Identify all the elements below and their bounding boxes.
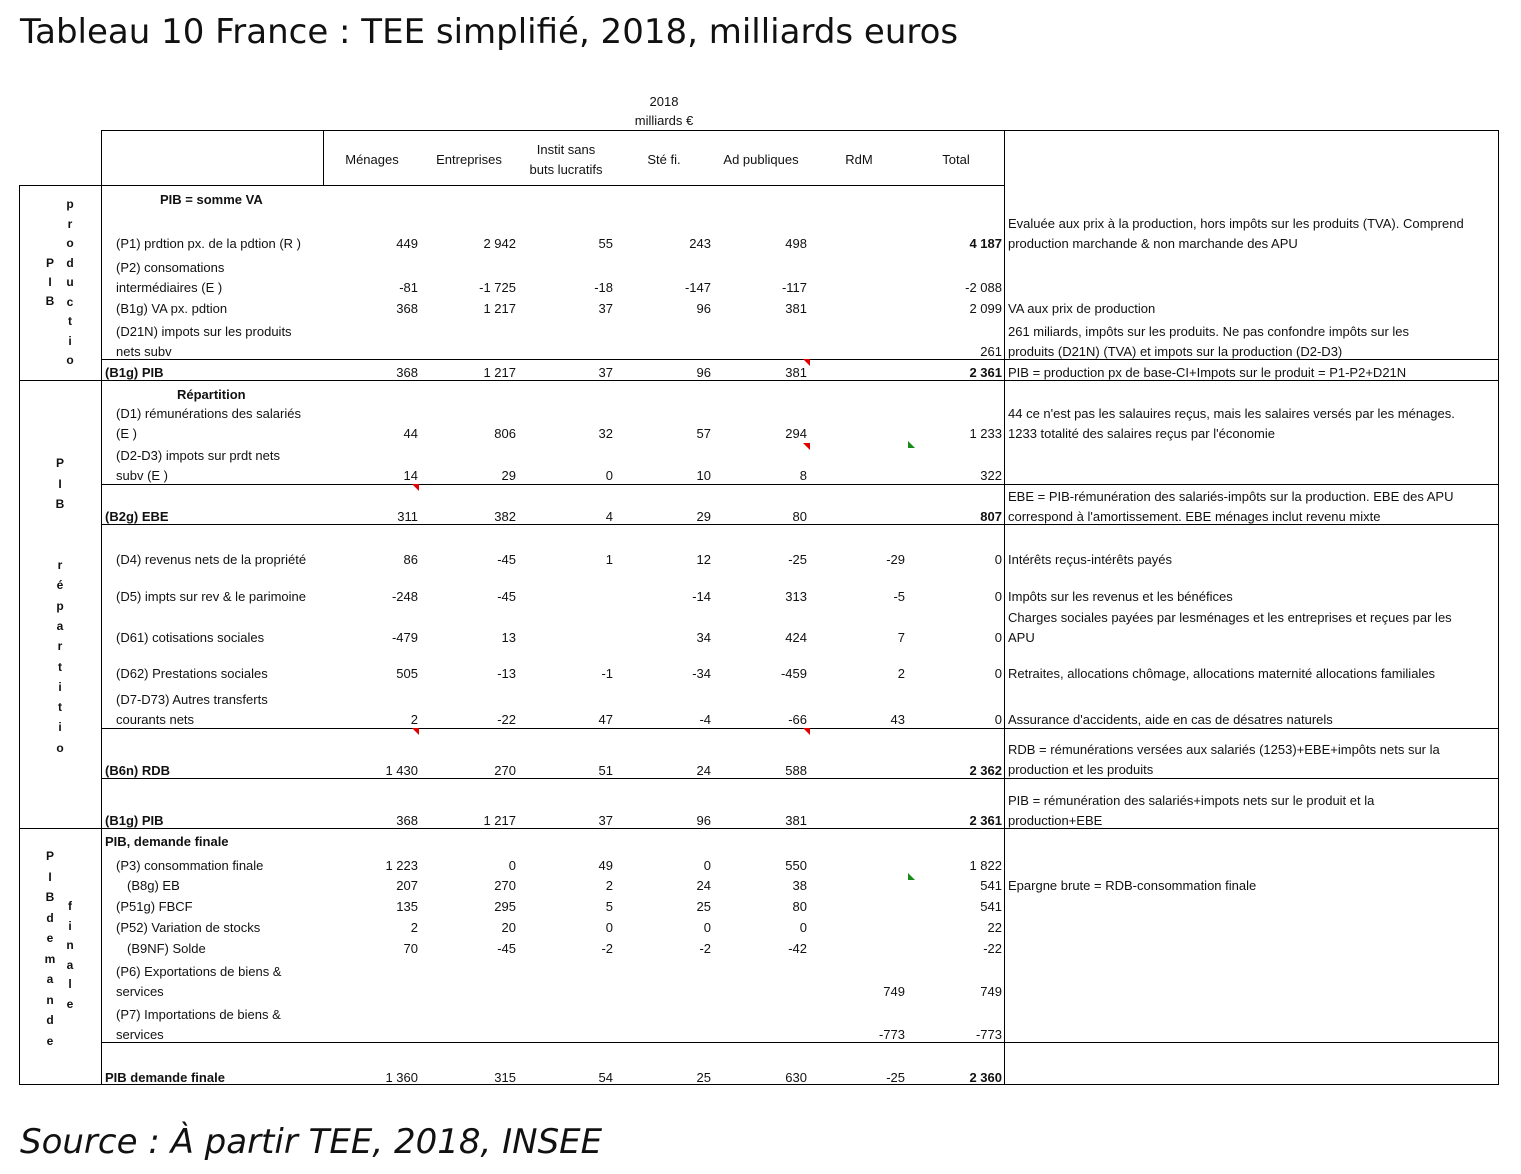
side-label-repartition: t bbox=[58, 700, 62, 715]
row-label-p52: (P52) Variation de stocks bbox=[116, 920, 261, 935]
cell-d4-2: 1 bbox=[605, 552, 613, 567]
cell-p51g-4: 80 bbox=[792, 899, 807, 914]
cell-p51g-6: 541 bbox=[980, 899, 1002, 914]
side-label-pib-demande: e bbox=[46, 1033, 54, 1048]
cell-b2g-4: 80 bbox=[792, 509, 807, 524]
side-label-production: d bbox=[66, 255, 74, 270]
cell-p51g-1: 295 bbox=[494, 899, 516, 914]
cell-pib_df-4: 630 bbox=[785, 1070, 807, 1085]
cell-b8g-1: 270 bbox=[494, 878, 516, 893]
side-label-pib: I bbox=[48, 275, 52, 289]
cell-p2-4: -117 bbox=[781, 280, 807, 295]
cell-b1g_va-1: 1 217 bbox=[483, 301, 516, 316]
row-label-p51g: (P51g) FBCF bbox=[116, 899, 193, 914]
note-d1: 44 ce n'est pas les salauires reçus, mais les salaires versés par les ménages. bbox=[1008, 406, 1455, 421]
cell-b1g_va-6: 2 099 bbox=[969, 301, 1002, 316]
side-label-pib-demande: B bbox=[45, 890, 55, 904]
cell-b6n-2: 51 bbox=[598, 763, 613, 778]
grid-line bbox=[101, 359, 1499, 360]
grid-line bbox=[101, 778, 1499, 779]
cell-b1g_pib_1-0: 368 bbox=[396, 365, 418, 380]
column-header-total: Total bbox=[942, 152, 970, 167]
cell-p52-2: 0 bbox=[605, 920, 613, 935]
cell-d61-3: 34 bbox=[696, 630, 711, 645]
cell-pib_df-3: 25 bbox=[696, 1070, 711, 1085]
grid-line bbox=[19, 1084, 1499, 1085]
page-title: Tableau 10 France : TEE simplifié, 2018, milliards euros bbox=[20, 12, 959, 52]
cell-d61-5: 7 bbox=[897, 630, 905, 645]
cell-p51g-3: 25 bbox=[696, 899, 711, 914]
cell-d62-2: -1 bbox=[601, 666, 613, 681]
cell-p2-3: -147 bbox=[684, 280, 711, 295]
cell-b2g-3: 29 bbox=[696, 509, 711, 524]
column-header-isbl-line2: buts lucratifs bbox=[529, 162, 603, 177]
section-header-demande: PIB, demande finale bbox=[105, 834, 229, 849]
cell-pib_df-0: 1 360 bbox=[385, 1070, 418, 1085]
note-b1g_pib_2: PIB = rémunération des salariés+impots nets sur le produit et la bbox=[1008, 793, 1375, 808]
side-label-repartition: é bbox=[56, 578, 64, 593]
header-year: 2018 bbox=[649, 94, 679, 109]
cell-b1g_pib_2-6: 2 361 bbox=[969, 813, 1002, 828]
row-label-p6: services bbox=[116, 984, 164, 999]
source-note: Source : À partir TEE, 2018, INSEE bbox=[20, 1122, 603, 1162]
cell-d5-0: -248 bbox=[391, 589, 418, 604]
cell-b9nf-4: -42 bbox=[788, 941, 807, 956]
cell-d2d3-1: 29 bbox=[501, 468, 516, 483]
cell-d7-5: 43 bbox=[890, 712, 905, 727]
side-label-pib-demande: d bbox=[46, 1013, 54, 1027]
cell-d7-4: -66 bbox=[788, 712, 807, 727]
cell-b2g-0: 311 bbox=[397, 509, 418, 524]
row-label-p1: (P1) prdtion px. de la pdtion (R ) bbox=[116, 236, 301, 251]
cell-b1g_pib_2-1: 1 217 bbox=[483, 813, 516, 828]
cell-b1g_pib_1-1: 1 217 bbox=[483, 365, 516, 380]
side-label-repartition: i bbox=[58, 720, 62, 735]
grid-line bbox=[101, 1042, 1499, 1043]
note-b2g: EBE = PIB-rémunération des salariés-impôts sur la production. EBE des APU bbox=[1008, 489, 1454, 504]
cell-d2d3-2: 0 bbox=[605, 468, 613, 483]
row-label-b1g_va: (B1g) VA px. pdtion bbox=[116, 301, 228, 316]
side-label-pib: I bbox=[58, 476, 62, 491]
side-label-repartition: r bbox=[57, 558, 63, 572]
grid-line bbox=[19, 828, 1499, 829]
cell-b8g-0: 207 bbox=[396, 878, 418, 893]
cell-p3-6: 1 822 bbox=[969, 858, 1002, 873]
row-label-p2: intermédiaires (E ) bbox=[116, 280, 223, 295]
row-label-d7: (D7-D73) Autres transferts bbox=[116, 692, 268, 707]
side-label-pib-demande: e bbox=[46, 931, 54, 945]
cell-p3-0: 1 223 bbox=[385, 858, 418, 873]
row-label-d2d3: (D2-D3) impots sur prdt nets bbox=[116, 448, 280, 463]
cell-b9nf-6: -22 bbox=[983, 941, 1002, 956]
cell-p1-3: 243 bbox=[689, 236, 711, 251]
side-label-pib: P bbox=[45, 256, 54, 270]
cell-d7-2: 47 bbox=[598, 712, 613, 727]
cell-p3-3: 0 bbox=[703, 858, 711, 873]
note-b8g: Epargne brute = RDB-consommation finale bbox=[1008, 878, 1257, 893]
cell-b9nf-1: -45 bbox=[497, 941, 516, 956]
note-d1: 1233 totalité des salaires reçus par l'économie bbox=[1008, 426, 1275, 441]
grid-line bbox=[19, 185, 1005, 186]
grid-line bbox=[101, 484, 1499, 485]
cell-d5-3: -14 bbox=[692, 589, 711, 604]
note-d5: Impôts sur les revenus et les bénéfices bbox=[1008, 589, 1233, 604]
note-p1: production marchande & non marchande des APU bbox=[1008, 236, 1298, 251]
side-label-pib-demande: m bbox=[44, 951, 56, 966]
cell-p2-1: -1 725 bbox=[479, 280, 516, 295]
note-d4: Intérêts reçus-intérêts payés bbox=[1008, 552, 1173, 567]
section-header-production: PIB = somme VA bbox=[160, 192, 263, 207]
cell-b2g-6: 807 bbox=[980, 509, 1002, 524]
side-label-pib: P bbox=[55, 456, 64, 470]
cell-d61-1: 13 bbox=[501, 630, 516, 645]
grid-line bbox=[323, 130, 324, 185]
note-d21n: produits (D21N) (TVA) et impots sur la production (D2-D3) bbox=[1008, 344, 1343, 359]
cell-b1g_va-0: 368 bbox=[396, 301, 418, 316]
cell-d5-5: -5 bbox=[893, 589, 905, 604]
cell-b1g_pib_2-3: 96 bbox=[696, 813, 711, 828]
grid-line bbox=[101, 728, 1499, 729]
side-label-production: t bbox=[68, 314, 72, 328]
grid-line bbox=[101, 130, 102, 1085]
row-label-b9nf: (B9NF) Solde bbox=[127, 941, 206, 956]
side-label-repartition: i bbox=[58, 679, 62, 694]
row-label-d4: (D4) revenus nets de la propriété bbox=[116, 552, 307, 567]
comment-marker-icon bbox=[803, 728, 810, 735]
cell-b6n-0: 1 430 bbox=[385, 763, 418, 778]
cell-d1-2: 32 bbox=[598, 426, 613, 441]
row-label-d7: courants nets bbox=[116, 712, 195, 727]
cell-p7-6: -773 bbox=[975, 1027, 1002, 1042]
cell-b6n-6: 2 362 bbox=[969, 763, 1002, 778]
row-label-b1g_pib_2: (B1g) PIB bbox=[105, 813, 164, 828]
comment-marker-icon bbox=[412, 728, 419, 735]
cell-p52-0: 2 bbox=[410, 920, 418, 935]
row-label-p7: services bbox=[116, 1027, 164, 1042]
column-header-menages: Ménages bbox=[345, 152, 399, 167]
row-label-p7: (P7) Importations de biens & bbox=[116, 1007, 281, 1022]
side-label-repartition: o bbox=[56, 740, 64, 755]
cell-p1-2: 55 bbox=[598, 236, 613, 251]
error-marker-icon bbox=[908, 441, 915, 448]
column-header-rdm: RdM bbox=[845, 152, 873, 167]
side-label-pib-demande: d bbox=[46, 910, 54, 925]
section-header-repartition: Répartition bbox=[177, 387, 246, 402]
row-label-d61: (D61) cotisations sociales bbox=[116, 630, 265, 645]
cell-d5-6: 0 bbox=[994, 589, 1002, 604]
comment-marker-icon bbox=[412, 484, 419, 491]
side-label-finale: a bbox=[66, 957, 74, 972]
cell-d4-4: -25 bbox=[788, 552, 807, 567]
cell-p3-2: 49 bbox=[598, 858, 613, 873]
cell-b1g_va-2: 37 bbox=[598, 301, 613, 316]
side-label-production: o bbox=[66, 353, 74, 367]
note-b1g_va: VA aux prix de production bbox=[1008, 301, 1156, 316]
note-d61: Charges sociales payées par lesménages et les entreprises et reçues par les bbox=[1008, 610, 1452, 625]
side-label-repartition: p bbox=[56, 598, 64, 613]
cell-p1-6: 4 187 bbox=[969, 236, 1002, 251]
cell-p3-4: 550 bbox=[785, 858, 807, 873]
row-label-b1g_pib_1: (B1g) PIB bbox=[105, 365, 164, 380]
cell-d4-0: 86 bbox=[403, 552, 418, 567]
cell-p51g-0: 135 bbox=[396, 899, 418, 914]
side-label-pib-demande: a bbox=[46, 972, 54, 986]
cell-p2-0: -81 bbox=[399, 280, 418, 295]
cell-b1g_pib_2-0: 368 bbox=[396, 813, 418, 828]
cell-d2d3-3: 10 bbox=[696, 468, 711, 483]
side-label-finale: n bbox=[66, 938, 74, 952]
note-b1g_pib_2: production+EBE bbox=[1008, 813, 1103, 828]
header-unit: milliards € bbox=[634, 113, 694, 128]
row-label-d1: (E ) bbox=[116, 426, 137, 441]
cell-b6n-3: 24 bbox=[696, 763, 711, 778]
cell-d5-4: 313 bbox=[785, 589, 807, 604]
cell-d61-4: 424 bbox=[785, 630, 807, 645]
cell-b1g_pib_1-4: 381 bbox=[785, 365, 807, 380]
cell-b2g-1: 382 bbox=[494, 509, 516, 524]
row-label-p3: (P3) consommation finale bbox=[116, 858, 264, 873]
side-label-pib: B bbox=[55, 497, 65, 511]
grid-line bbox=[1498, 130, 1499, 1085]
note-b1g_pib_1: PIB = production px de base-CI+Impots sur le produit = P1-P2+D21N bbox=[1008, 365, 1407, 380]
cell-d4-5: -29 bbox=[886, 552, 905, 567]
cell-d62-3: -34 bbox=[692, 666, 711, 681]
cell-p3-1: 0 bbox=[508, 858, 516, 873]
cell-p1-4: 498 bbox=[785, 236, 807, 251]
side-label-production: r bbox=[67, 216, 73, 231]
side-label-repartition: a bbox=[56, 618, 64, 633]
row-label-d21n: (D21N) impots sur les produits bbox=[116, 324, 292, 339]
note-d62: Retraites, allocations chômage, allocations maternité allocations familiales bbox=[1008, 666, 1436, 681]
comment-marker-icon bbox=[803, 359, 810, 366]
cell-d1-4: 294 bbox=[785, 426, 807, 441]
cell-b6n-4: 588 bbox=[785, 763, 807, 778]
cell-p6-6: 749 bbox=[980, 984, 1002, 999]
cell-d61-6: 0 bbox=[994, 630, 1002, 645]
cell-d7-3: -4 bbox=[699, 712, 711, 727]
cell-d62-5: 2 bbox=[897, 666, 905, 681]
cell-d4-6: 0 bbox=[994, 552, 1002, 567]
cell-d5-1: -45 bbox=[497, 589, 516, 604]
cell-pib_df-5: -25 bbox=[886, 1070, 905, 1085]
side-label-finale: i bbox=[68, 918, 72, 933]
side-label-pib-demande: I bbox=[48, 869, 52, 884]
cell-p51g-2: 5 bbox=[605, 899, 613, 914]
cell-pib_df-2: 54 bbox=[598, 1070, 613, 1085]
side-label-finale: f bbox=[68, 899, 72, 913]
side-label-repartition: t bbox=[58, 659, 62, 674]
side-label-repartition: r bbox=[57, 639, 63, 654]
row-label-b8g: (B8g) EB bbox=[127, 878, 180, 893]
cell-b1g_va-3: 96 bbox=[696, 301, 711, 316]
cell-b9nf-2: -2 bbox=[601, 941, 613, 956]
cell-d1-0: 44 bbox=[403, 426, 418, 441]
column-header-isbl-line1: Instit sans bbox=[536, 142, 596, 157]
note-d21n: 261 miliards, impôts sur les produits. Ne pas confondre impôts sur les bbox=[1008, 324, 1410, 339]
cell-d4-1: -45 bbox=[497, 552, 516, 567]
note-b6n: production et les produits bbox=[1008, 762, 1154, 777]
cell-p52-1: 20 bbox=[501, 920, 516, 935]
column-header-apu: Ad publiques bbox=[723, 152, 799, 167]
cell-b6n-1: 270 bbox=[494, 763, 516, 778]
note-d61: APU bbox=[1008, 630, 1035, 645]
row-label-pib_df: PIB demande finale bbox=[105, 1070, 225, 1085]
cell-b9nf-3: -2 bbox=[699, 941, 711, 956]
cell-d21n-6: 261 bbox=[980, 344, 1002, 359]
cell-p2-2: -18 bbox=[594, 280, 613, 295]
cell-p2-6: -2 088 bbox=[965, 280, 1002, 295]
grid-line bbox=[19, 380, 1499, 381]
grid-line bbox=[19, 185, 20, 1085]
cell-d1-6: 1 233 bbox=[969, 426, 1002, 441]
side-label-production: u bbox=[66, 275, 74, 289]
cell-pib_df-6: 2 360 bbox=[969, 1070, 1002, 1085]
side-label-production: i bbox=[68, 333, 72, 348]
cell-b9nf-0: 70 bbox=[403, 941, 418, 956]
cell-b1g_va-4: 381 bbox=[785, 301, 807, 316]
cell-b8g-2: 2 bbox=[605, 878, 613, 893]
side-label-production: o bbox=[66, 236, 74, 250]
cell-p52-4: 0 bbox=[799, 920, 807, 935]
error-marker-icon bbox=[908, 873, 915, 880]
cell-p52-3: 0 bbox=[703, 920, 711, 935]
cell-b8g-6: 541 bbox=[980, 878, 1002, 893]
cell-p52-6: 22 bbox=[987, 920, 1002, 935]
cell-pib_df-1: 315 bbox=[494, 1070, 516, 1085]
cell-d62-4: -459 bbox=[780, 666, 807, 681]
cell-p1-1: 2 942 bbox=[483, 236, 516, 251]
note-b2g: correspond à l'amortissement. EBE ménages inclut revenu mixte bbox=[1008, 509, 1381, 524]
row-label-d62: (D62) Prestations sociales bbox=[116, 666, 268, 681]
row-label-p2: (P2) consomations bbox=[116, 260, 225, 275]
cell-d7-6: 0 bbox=[994, 712, 1002, 727]
note-b6n: RDB = rémunérations versées aux salariés (1253)+EBE+impôts nets sur la bbox=[1008, 742, 1440, 757]
side-label-pib-demande: P bbox=[45, 849, 54, 863]
side-label-finale: l bbox=[68, 977, 72, 991]
grid-line bbox=[101, 524, 1499, 525]
cell-d1-1: 806 bbox=[494, 426, 516, 441]
side-label-pib-demande: n bbox=[46, 992, 54, 1007]
side-label-production: p bbox=[66, 197, 74, 211]
row-label-d1: (D1) rémunérations des salariés bbox=[116, 406, 301, 421]
cell-d62-6: 0 bbox=[994, 666, 1002, 681]
grid-line bbox=[101, 130, 1499, 131]
row-label-d2d3: subv (E ) bbox=[116, 468, 169, 483]
cell-d2d3-4: 8 bbox=[799, 468, 807, 483]
cell-d2d3-0: 14 bbox=[403, 468, 418, 483]
cell-d61-0: -479 bbox=[391, 630, 418, 645]
side-label-finale: e bbox=[66, 996, 74, 1011]
column-header-entreprises: Entreprises bbox=[436, 152, 502, 167]
cell-b1g_pib_1-3: 96 bbox=[696, 365, 711, 380]
cell-d4-3: 12 bbox=[696, 552, 711, 567]
cell-p1-0: 449 bbox=[396, 236, 418, 251]
cell-d62-0: 505 bbox=[396, 666, 418, 681]
comment-marker-icon bbox=[803, 443, 810, 450]
note-d7: Assurance d'accidents, aide en cas de désatres naturels bbox=[1008, 712, 1333, 727]
cell-d2d3-6: 322 bbox=[980, 468, 1002, 483]
cell-b1g_pib_1-6: 2 361 bbox=[969, 365, 1002, 380]
cell-d7-0: 2 bbox=[410, 712, 418, 727]
row-label-b6n: (B6n) RDB bbox=[105, 763, 170, 778]
column-header-ste_fi: Sté fi. bbox=[647, 152, 681, 167]
cell-d7-1: -22 bbox=[497, 712, 516, 727]
row-label-b2g: (B2g) EBE bbox=[105, 509, 169, 524]
cell-d62-1: -13 bbox=[497, 666, 516, 681]
cell-b1g_pib_1-2: 37 bbox=[598, 365, 613, 380]
cell-p6-5: 749 bbox=[883, 984, 905, 999]
row-label-d21n: nets subv bbox=[116, 344, 172, 359]
side-label-pib: B bbox=[45, 294, 55, 308]
cell-d1-3: 57 bbox=[696, 426, 711, 441]
side-label-production: c bbox=[66, 294, 74, 309]
grid-line bbox=[1004, 130, 1005, 1085]
cell-b8g-3: 24 bbox=[696, 878, 711, 893]
cell-b1g_pib_2-2: 37 bbox=[598, 813, 613, 828]
cell-b8g-4: 38 bbox=[792, 878, 807, 893]
cell-p7-5: -773 bbox=[878, 1027, 905, 1042]
cell-b1g_pib_2-4: 381 bbox=[785, 813, 807, 828]
note-p1: Evaluée aux prix à la production, hors impôts sur les produits (TVA). Comprend bbox=[1008, 216, 1464, 231]
row-label-d5: (D5) impts sur rev & le parimoine bbox=[116, 589, 306, 604]
cell-b2g-2: 4 bbox=[605, 509, 613, 524]
row-label-p6: (P6) Exportations de biens & bbox=[116, 964, 282, 979]
